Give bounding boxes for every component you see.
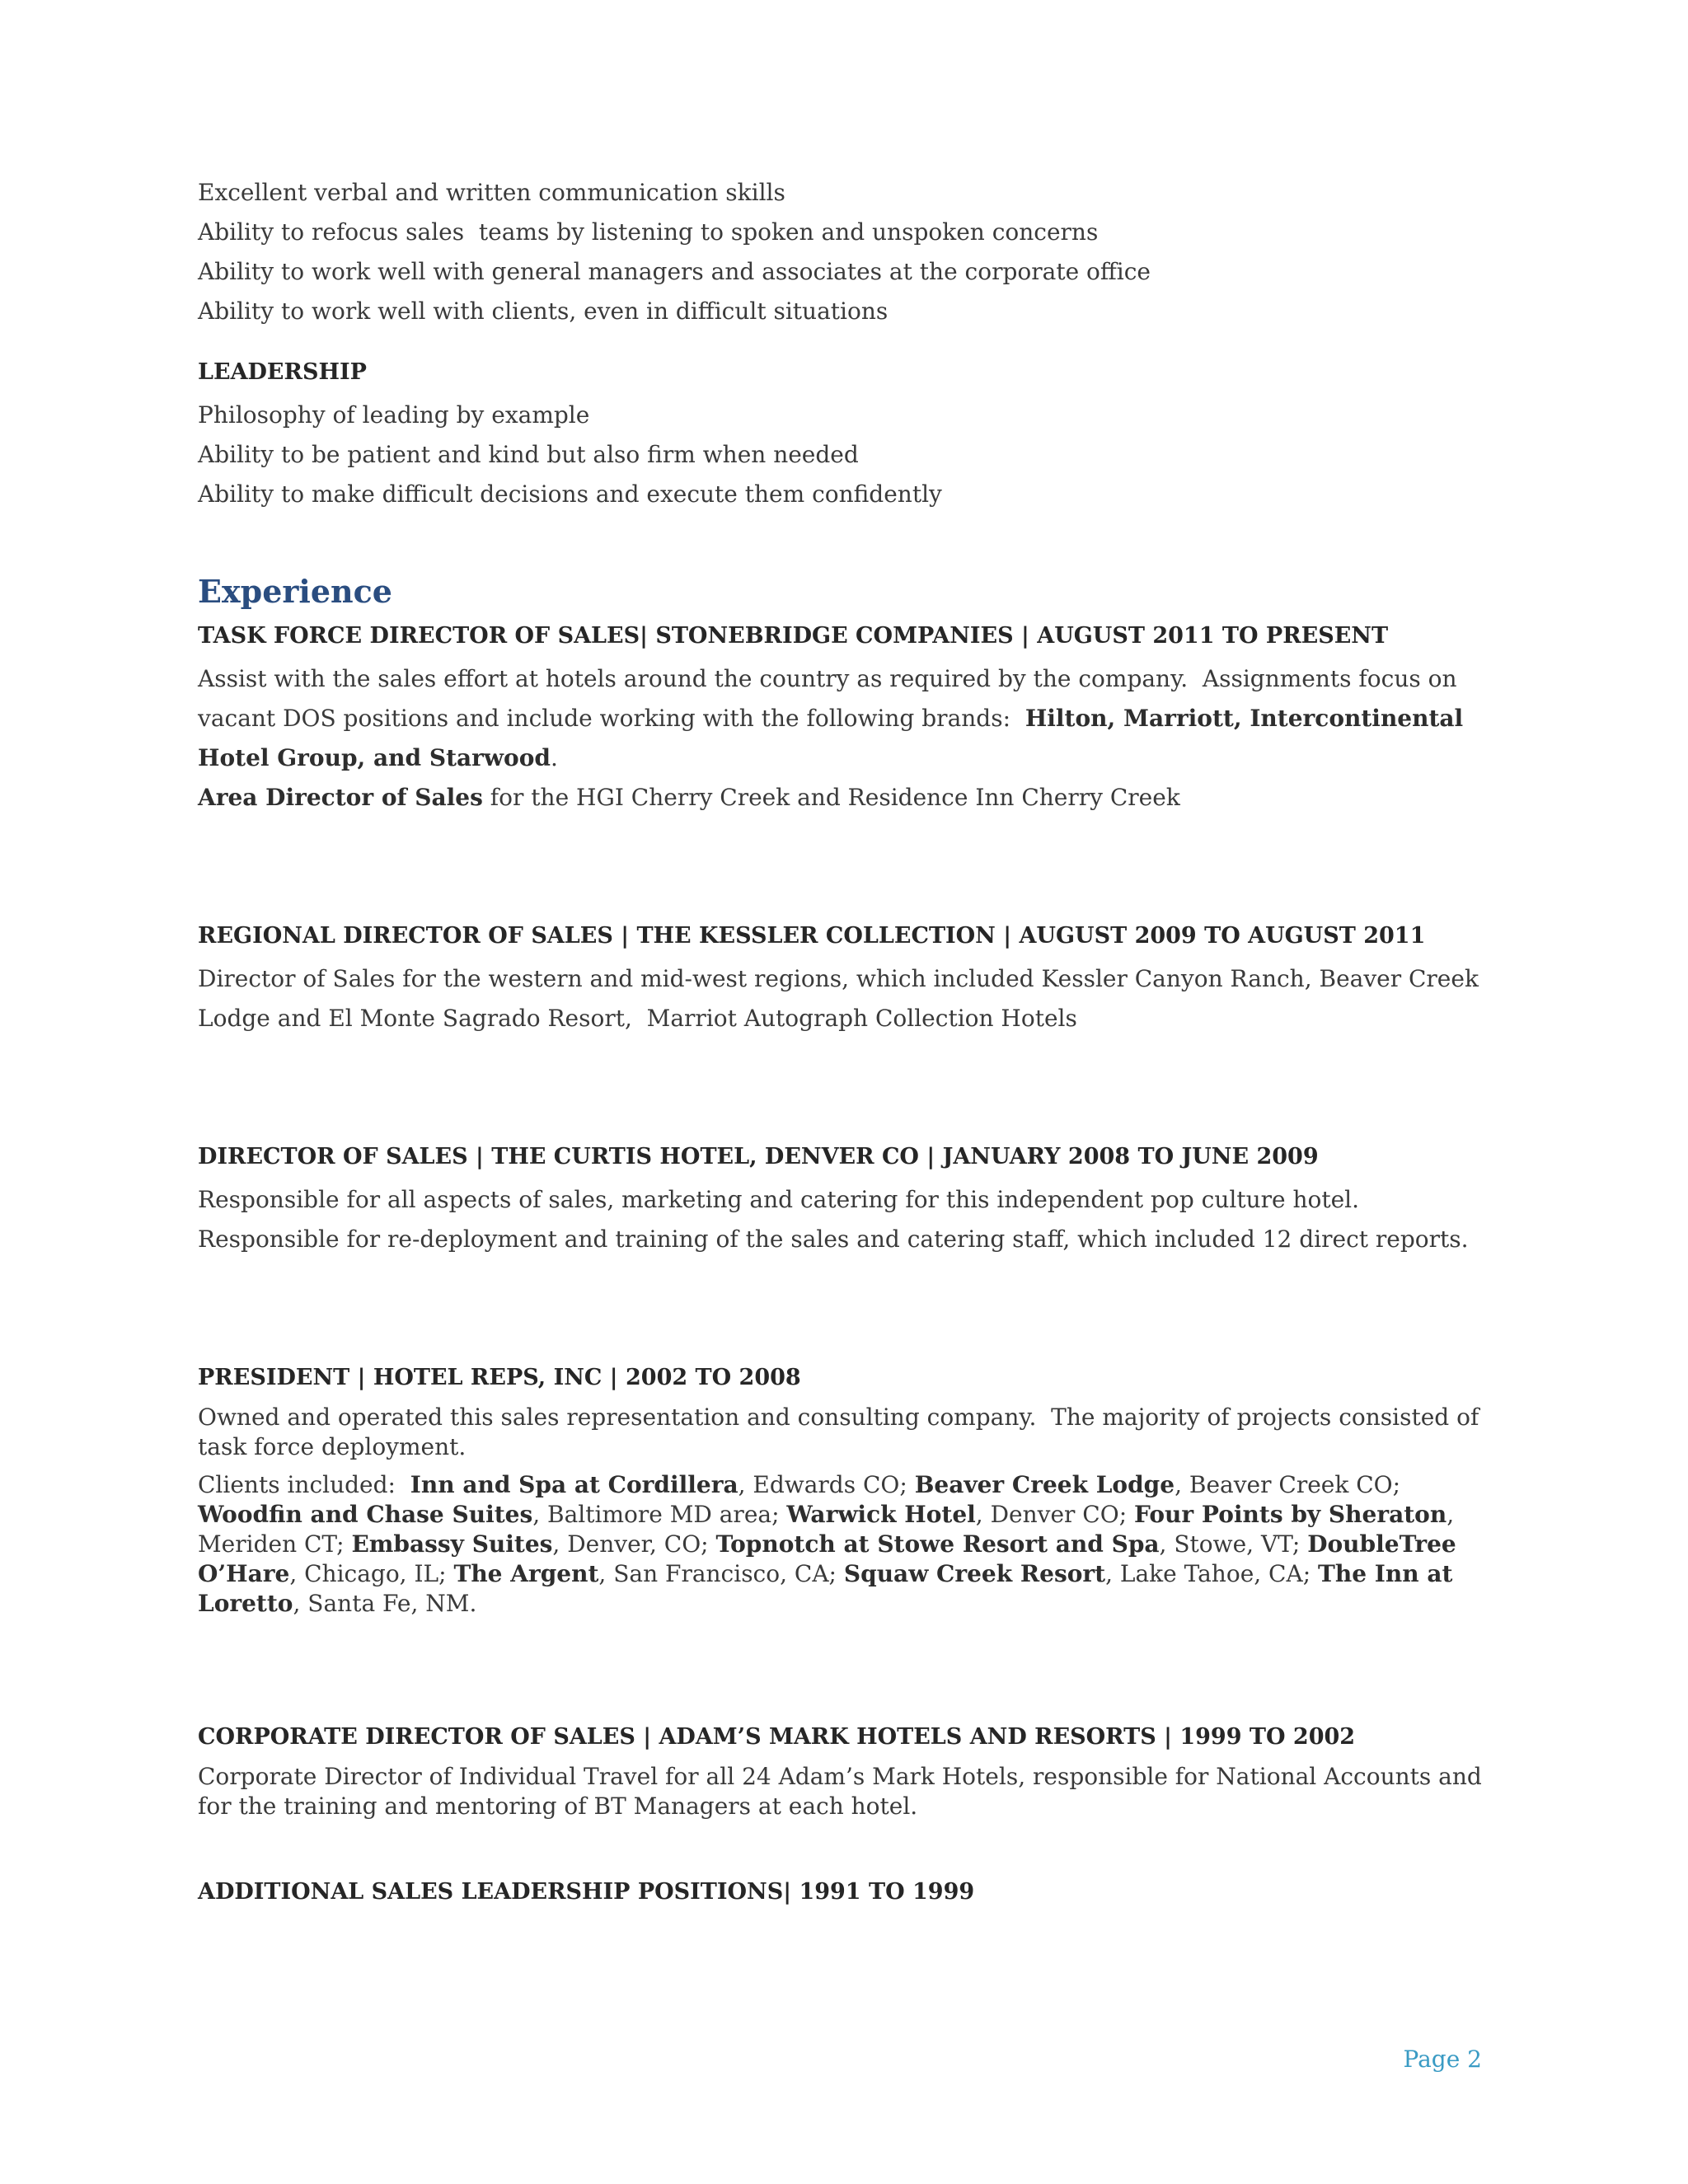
role-name: Area Director of Sales bbox=[198, 784, 483, 811]
client-name: Warwick Hotel bbox=[786, 1501, 976, 1528]
job-title: ADDITIONAL SALES LEADERSHIP POSITIONS| 1991 TO 1999 bbox=[198, 1879, 975, 1905]
job-entry bbox=[198, 920, 1492, 1038]
client-location: , Stowe, VT; bbox=[1159, 1530, 1308, 1558]
leadership-line: Ability to make difficult decisions and execute them confidently bbox=[198, 480, 942, 508]
client-location: , Beaver Creek CO; bbox=[1175, 1471, 1408, 1498]
client-location: , Chicago, IL; bbox=[289, 1560, 454, 1587]
client-name: The Argent bbox=[453, 1560, 599, 1587]
leadership-line: Philosophy of leading by example bbox=[198, 401, 590, 429]
client-location: , Santa Fe, NM. bbox=[293, 1590, 477, 1617]
job-entry bbox=[198, 1361, 1492, 1619]
job-title: REGIONAL DIRECTOR OF SALES | THE KESSLER COLLECTION | AUGUST 2009 TO AUGUST 2011 bbox=[198, 923, 1426, 949]
job-description bbox=[198, 778, 1492, 818]
client-location: , Denver, CO; bbox=[552, 1530, 716, 1558]
resume-page-body bbox=[198, 173, 1492, 1909]
client-location: , San Francisco, CA; bbox=[598, 1560, 844, 1587]
job-title: CORPORATE DIRECTOR OF SALES | ADAM’S MARK HOTELS AND RESORTS | 1999 TO 2002 bbox=[198, 1724, 1356, 1750]
job-description bbox=[198, 659, 1492, 778]
job-entry bbox=[198, 1141, 1492, 1259]
client-name: Embassy Suites bbox=[351, 1530, 553, 1558]
skill-line: Ability to refocus sales teams by listening to spoken and unspoken concerns bbox=[198, 218, 1099, 246]
leadership-section bbox=[198, 356, 1492, 514]
client-name: Beaver Creek Lodge bbox=[914, 1471, 1175, 1498]
clients-list bbox=[198, 1470, 1492, 1619]
clients-intro: Clients included: bbox=[198, 1471, 410, 1498]
client-location: , Lake Tahoe, CA; bbox=[1105, 1560, 1319, 1587]
job-entry bbox=[198, 620, 1492, 818]
job-description: Corporate Director of Individual Travel for all 24 Adam’s Mark Hotels, responsible for National Accounts and for the training and mentoring of BT Managers at each hotel. bbox=[198, 1763, 1489, 1820]
client-name: Inn and Spa at Cordillera bbox=[410, 1471, 738, 1498]
job-entry bbox=[198, 1876, 1492, 1909]
client-name: The Inn at Loretto bbox=[198, 1560, 1461, 1617]
brands-list: Hilton, Marriott, Intercontinental Hotel Group, and Starwood bbox=[198, 705, 1471, 771]
skill-line: Ability to work well with clients, even in difficult situations bbox=[198, 298, 889, 325]
role-detail: for the HGI Cherry Creek and Residence Inn Cherry Creek bbox=[482, 784, 1180, 811]
job-description: Responsible for re-deployment and training of the sales and catering staff, which included 12 direct reports. bbox=[198, 1226, 1469, 1253]
job-description: Responsible for all aspects of sales, marketing and catering for this independent pop culture hotel. bbox=[198, 1186, 1360, 1213]
client-location: , Baltimore MD area; bbox=[532, 1501, 787, 1528]
page-number: Page 2 bbox=[1403, 2046, 1482, 2073]
skill-line: Excellent verbal and written communication skills bbox=[198, 179, 785, 206]
client-name: Woodfin and Chase Suites bbox=[198, 1501, 533, 1528]
experience-heading: Experience bbox=[198, 573, 392, 610]
client-location: , Denver CO; bbox=[975, 1501, 1135, 1528]
client-location: , Meriden CT; bbox=[198, 1501, 1461, 1558]
client-name: Four Points by Sheraton bbox=[1134, 1501, 1447, 1528]
leadership-heading: LEADERSHIP bbox=[198, 359, 367, 385]
punctuation: . bbox=[550, 744, 558, 771]
client-name: Topnotch at Stowe Resort and Spa bbox=[715, 1530, 1160, 1558]
leadership-line: Ability to be patient and kind but also firm when needed bbox=[198, 441, 859, 468]
skill-line: Ability to work well with general managers and associates at the corporate office bbox=[198, 258, 1151, 285]
experience-section bbox=[198, 569, 1492, 1909]
job-title: TASK FORCE DIRECTOR OF SALES| STONEBRIDGE COMPANIES | AUGUST 2011 TO PRESENT bbox=[198, 623, 1389, 649]
job-description: Director of Sales for the western and mid-west regions, which included Kessler Canyon Ranch, Beaver Creek Lodge and El Monte Sagrado Resort, Marriot Autograph Collection Hotels bbox=[198, 965, 1486, 1032]
job-description-text: Assist with the sales effort at hotels around the country as required by the company. Assignments focus on vacant DOS positions and include working with the following brands: bbox=[198, 665, 1465, 732]
skills-list bbox=[198, 173, 1492, 331]
job-title: PRESIDENT | HOTEL REPS, INC | 2002 TO 2008 bbox=[198, 1365, 801, 1390]
client-name: Squaw Creek Resort bbox=[843, 1560, 1106, 1587]
job-entry bbox=[198, 1721, 1492, 1821]
client-location: , Edwards CO; bbox=[738, 1471, 915, 1498]
job-description: Owned and operated this sales representation and consulting company. The majority of projects consisted of task force deployment. bbox=[198, 1404, 1487, 1460]
job-title: DIRECTOR OF SALES | THE CURTIS HOTEL, DENVER CO | JANUARY 2008 TO JUNE 2009 bbox=[198, 1144, 1319, 1169]
client-name: DoubleTree O’Hare bbox=[198, 1530, 1465, 1587]
